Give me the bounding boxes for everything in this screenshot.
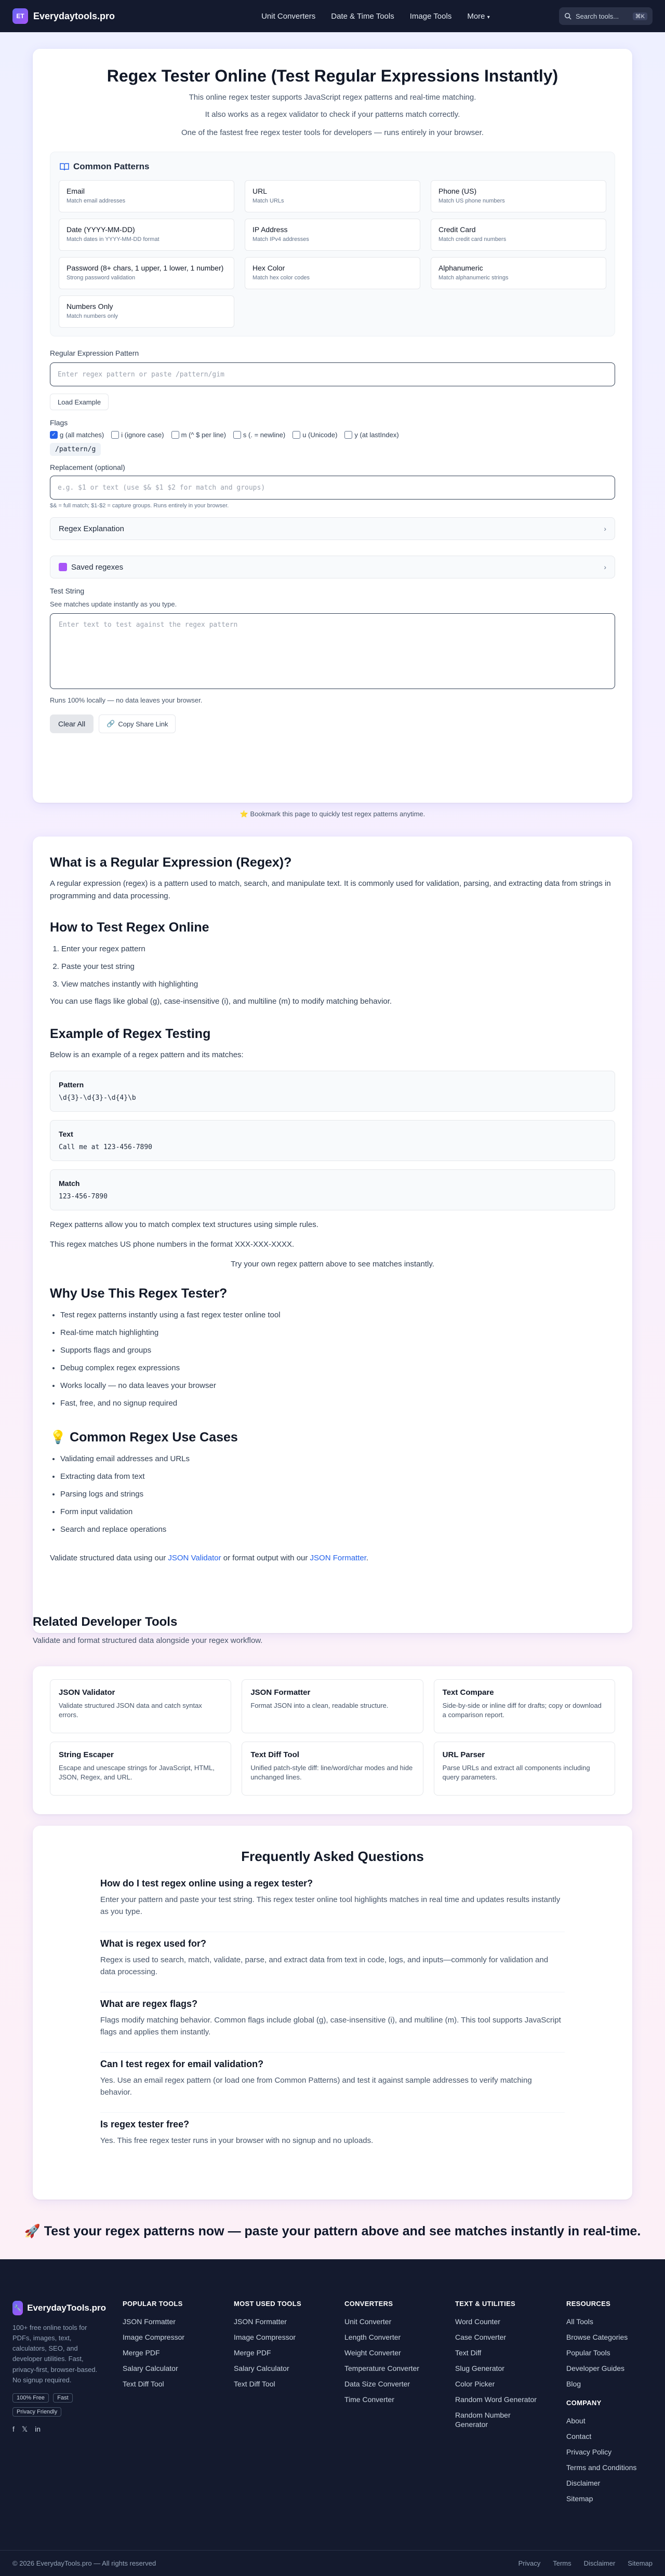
list-item: • Test regex patterns instantly using a fast regex tester online tool <box>60 1306 615 1324</box>
tool-desc: Escape and unescape strings for JavaScript, HTML, JSON, Regex, and URL. <box>59 1764 215 1782</box>
list-item: 1. Enter your regex pattern <box>61 940 615 958</box>
tool-desc: Validate structured JSON data and catch syntax errors. <box>59 1702 202 1719</box>
copy-share-link-label: Copy Share Link <box>118 720 168 728</box>
footer-link[interactable]: JSON Formatter <box>123 2317 176 2326</box>
flags-row <box>50 431 615 439</box>
pattern-credit-card[interactable] <box>431 219 606 251</box>
flag-y[interactable] <box>344 431 398 439</box>
footer-link[interactable]: Privacy Policy <box>566 2448 612 2456</box>
pattern-date[interactable] <box>59 219 234 251</box>
checkbox-icon <box>344 431 352 439</box>
footer-logo-mark: 🔧 <box>12 2301 23 2315</box>
chevron-right-icon: › <box>604 563 606 571</box>
example-match-box <box>50 1169 615 1210</box>
flag-m[interactable] <box>171 431 226 439</box>
steps-list <box>61 940 615 993</box>
list-item: • Real-time match highlighting <box>60 1324 615 1342</box>
validate-text-a: Validate structured data using our <box>50 1554 168 1562</box>
replacement-help: $& = full match; $1-$2 = capture groups. Runs entirely in your browser. <box>50 503 229 509</box>
footer-col-text-utilities <box>455 2300 538 2429</box>
validate-text-c: . <box>366 1554 369 1562</box>
pattern-desc: Match numbers only <box>66 313 118 319</box>
common-patterns-panel <box>50 152 615 336</box>
example-text-value: Call me at 123-456-7890 <box>59 1143 153 1151</box>
example-pattern-box <box>50 1071 615 1112</box>
tool-desc: Parse URLs and extract all components including query parameters. <box>442 1764 590 1782</box>
footer-link[interactable]: Sitemap <box>566 2494 593 2503</box>
site-footer <box>0 2259 665 2576</box>
faq-item <box>100 1938 565 1992</box>
pattern-desc: Match email addresses <box>66 198 126 204</box>
pattern-desc: Match URLs <box>252 198 284 204</box>
twitter-icon[interactable]: 𝕏 <box>21 2424 28 2433</box>
footer-link[interactable]: Temperature Converter <box>344 2364 419 2372</box>
footer-link[interactable]: JSON Formatter <box>234 2317 287 2326</box>
copy-share-link-button[interactable] <box>99 714 176 733</box>
tool-text-diff[interactable] <box>242 1742 423 1796</box>
pattern-email[interactable] <box>59 180 234 212</box>
nav-more[interactable] <box>467 12 489 21</box>
pattern-desc: Match IPv4 addresses <box>252 236 309 242</box>
bookmark-hint: ⭐ Bookmark this page to quickly test regex patterns anytime. <box>240 810 425 818</box>
search-shortcut: ⌘K <box>633 12 647 20</box>
test-string-label: Test String <box>50 587 85 595</box>
faq-answer: Flags modify matching behavior. Common flags include global (g), case-insensitive (i), and multiline (m). This tool supports JavaScript flags and applies them instantly. <box>100 2016 561 2036</box>
footer-link[interactable]: Text Diff Tool <box>123 2380 164 2388</box>
pattern-name: URL <box>252 187 268 195</box>
regex-pattern-input[interactable] <box>50 362 615 386</box>
footer-col-resources <box>566 2300 636 2506</box>
related-tools-card <box>33 1666 632 1814</box>
footer-link[interactable]: Color Picker <box>455 2380 495 2388</box>
list-item: • Parsing logs and strings <box>60 1486 615 1503</box>
example-match-value: 123-456-7890 <box>59 1193 108 1201</box>
pattern-name: Email <box>66 187 85 195</box>
heading-example: Example of Regex Testing <box>50 1027 211 1041</box>
footer-link[interactable]: Developer Guides <box>566 2364 625 2372</box>
flag-label: s (. = newline) <box>243 431 286 439</box>
faq-item <box>100 1999 565 2053</box>
list-item: • Extracting data from text <box>60 1468 615 1486</box>
flag-i[interactable] <box>111 431 164 439</box>
clear-all-button[interactable]: Clear All <box>50 714 94 733</box>
tool-name: Text Diff Tool <box>250 1750 299 1759</box>
footer-link[interactable]: Salary Calculator <box>123 2364 178 2372</box>
nav-date-time-tools[interactable]: Date & Time Tools <box>331 11 394 21</box>
tool-desc: Unified patch-style diff: line/word/char modes and hide unchanged lines. <box>250 1764 413 1782</box>
pattern-name: Credit Card <box>438 225 476 234</box>
heading-what-is-regex: What is a Regular Expression (Regex)? <box>50 855 292 870</box>
footer-bottom-link[interactable]: Privacy <box>518 2559 541 2567</box>
faq-item <box>100 2119 565 2173</box>
paragraph-validate <box>50 1552 615 1565</box>
patterns-grid <box>59 180 606 328</box>
faq-answer: Regex is used to search, match, validate, parse, and extract data from text in code, logs, and inputs—commonly for validation and data processing. <box>100 1955 549 1976</box>
example-pattern-value: \d{3}-\d{3}-\d{4}\b <box>59 1094 136 1102</box>
list-item: • Validating email addresses and URLs <box>60 1450 615 1468</box>
list-item: • Fast, free, and no signup required <box>60 1395 615 1412</box>
footer-col-converters <box>344 2300 419 2407</box>
footer-bottom-links <box>518 2559 653 2567</box>
test-string-textarea[interactable] <box>50 613 615 689</box>
footer-link[interactable]: Length Converter <box>344 2333 401 2341</box>
saved-regexes-toggle[interactable] <box>50 556 615 578</box>
page-subtitle-2: It also works as a regex validator to check if your patterns match correctly. <box>205 110 460 119</box>
list-item: • Supports flags and groups <box>60 1342 615 1359</box>
heading-how-to-test: How to Test Regex Online <box>50 920 209 935</box>
footer-col-title: MOST USED TOOLS <box>234 2300 301 2308</box>
tool-url-parser[interactable] <box>434 1742 615 1796</box>
pattern-name: Password (8+ chars, 1 upper, 1 lower, 1 number) <box>66 264 224 272</box>
pattern-desc: Match US phone numbers <box>438 198 505 204</box>
logo-mark: ET <box>12 8 28 24</box>
footer-link[interactable]: Word Counter <box>455 2317 500 2326</box>
linkedin-icon[interactable]: in <box>35 2424 41 2433</box>
list-item: 2. Paste your test string <box>61 958 615 976</box>
tool-desc: Format JSON into a clean, readable structure. <box>250 1702 389 1709</box>
social-links <box>12 2425 106 2434</box>
common-patterns-header <box>60 161 606 172</box>
list-item: • Search and replace operations <box>60 1521 615 1539</box>
footer-bottom-bar <box>0 2550 665 2576</box>
logo-text: Everydaytools.pro <box>33 10 115 21</box>
chevron-down-icon: ▾ <box>487 14 490 20</box>
footer-link[interactable]: Merge PDF <box>234 2349 271 2357</box>
tool-name: JSON Formatter <box>250 1688 311 1697</box>
pattern-hex-color[interactable] <box>245 257 420 289</box>
tool-json-validator[interactable] <box>50 1679 231 1733</box>
pattern-name: Alphanumeric <box>438 264 483 272</box>
paragraph-what-is-regex: A regular expression (regex) is a pattern used to match, search, and manipulate text. It is commonly used for validation, parsing, and extracting data from strings in programming and data processing. <box>50 879 611 900</box>
saved-regexes-label: Saved regexes <box>71 562 124 572</box>
faq-answer: Yes. This free regex tester runs in your browser with no signup and no uploads. <box>100 2136 374 2145</box>
tool-text-compare[interactable] <box>434 1679 615 1733</box>
facebook-icon[interactable]: f <box>12 2424 15 2433</box>
link-icon: 🔗 <box>107 720 115 727</box>
paragraph-example-1: Regex patterns allow you to match complex text structures using simple rules. <box>50 1220 318 1229</box>
pattern-label: Regular Expression Pattern <box>50 349 139 357</box>
pattern-desc: Match hex color codes <box>252 275 310 281</box>
flags-label: Flags <box>50 419 68 427</box>
footer-brand <box>12 2301 106 2434</box>
local-note: Runs 100% locally — no data leaves your browser. <box>50 696 203 704</box>
footer-col-most-used <box>234 2300 301 2392</box>
test-string-help: See matches update instantly as you type. <box>50 600 177 608</box>
related-tools-subtitle: Validate and format structured data alongside your regex workflow. <box>33 1636 263 1645</box>
faq-item <box>100 2059 565 2113</box>
checkbox-icon <box>171 431 179 439</box>
faq-question: What are regex flags? <box>100 1999 198 2009</box>
json-formatter-link[interactable]: JSON Formatter <box>310 1554 366 1562</box>
tool-json-formatter[interactable] <box>242 1679 423 1733</box>
footer-col-title: CONVERTERS <box>344 2300 393 2308</box>
nav-links <box>261 12 490 21</box>
faq-card <box>33 1826 632 2200</box>
footer-link[interactable]: Browse Categories <box>566 2333 628 2341</box>
footer-brand-desc: 100+ free online tools for PDFs, images, text, calculators, SEO, and developer utilities. Fast, privacy-first, browser-based. No signup required. <box>12 2324 98 2384</box>
footer-link[interactable]: Weight Converter <box>344 2349 401 2357</box>
flag-label: g (all matches) <box>60 431 104 439</box>
faq-answer: Enter your pattern and paste your test string. This regex tester online tool highlights matches in real time and updates results instantly as you type. <box>100 1895 561 1916</box>
footer-col-title: POPULAR TOOLS <box>123 2300 183 2308</box>
pattern-phone[interactable] <box>431 180 606 212</box>
tool-name: String Escaper <box>59 1750 114 1759</box>
use-cases-list <box>60 1450 615 1539</box>
why-list <box>60 1306 615 1412</box>
replacement-input[interactable] <box>50 476 615 500</box>
example-pattern-key: Pattern <box>59 1081 84 1089</box>
content-card <box>33 837 632 1633</box>
cta-banner: 🚀 Test your regex patterns now — paste your pattern above and see matches instantly in real-time. <box>24 2224 641 2238</box>
example-text-key: Text <box>59 1130 73 1138</box>
pattern-alphanumeric[interactable] <box>431 257 606 289</box>
heading-why-use: Why Use This Regex Tester? <box>50 1286 228 1301</box>
footer-brand-name: EverydayTools.pro <box>27 2303 106 2313</box>
pattern-desc: Match dates in YYYY-MM-DD format <box>66 236 159 242</box>
copyright: © 2026 EverydayTools.pro — All rights reserved <box>12 2559 156 2567</box>
heading-use-cases: 💡 Common Regex Use Cases <box>50 1430 238 1445</box>
footer-link[interactable]: About <box>566 2417 586 2425</box>
footer-bottom-link[interactable]: Sitemap <box>628 2559 653 2567</box>
pattern-ip[interactable] <box>245 219 420 251</box>
tool-string-escaper[interactable] <box>50 1742 231 1796</box>
pattern-password[interactable] <box>59 257 234 289</box>
footer-link[interactable]: Text Diff Tool <box>234 2380 275 2388</box>
regex-pattern-placeholder: Enter regex pattern or paste /pattern/gim <box>58 370 224 379</box>
footer-link[interactable]: Disclaimer <box>566 2479 601 2487</box>
footer-bottom-link[interactable]: Disclaimer <box>583 2559 616 2567</box>
paragraph-example-intro: Below is an example of a regex pattern and its matches: <box>50 1050 244 1059</box>
footer-col-title: COMPANY <box>566 2399 602 2407</box>
badge-free: 100% Free <box>12 2393 49 2403</box>
related-tools-title: Related Developer Tools <box>33 1615 178 1629</box>
list-item: • Works locally — no data leaves your browser <box>60 1377 615 1395</box>
footer-link[interactable]: Merge PDF <box>123 2349 160 2357</box>
search-placeholder: Search tools... <box>576 12 619 20</box>
page-subtitle-3: One of the fastest free regex tester tools for developers — runs entirely in your browser. <box>181 128 484 137</box>
common-patterns-title: Common Patterns <box>73 161 150 171</box>
book-icon <box>60 163 69 171</box>
load-example-button[interactable]: Load Example <box>50 394 109 410</box>
footer-link[interactable]: Case Converter <box>455 2333 507 2341</box>
footer-link[interactable]: Salary Calculator <box>234 2364 289 2372</box>
checkbox-icon <box>111 431 119 439</box>
faq-title: Frequently Asked Questions <box>241 1849 424 1864</box>
footer-link[interactable]: Popular Tools <box>566 2349 610 2357</box>
tool-desc: Side-by-side or inline diff for drafts; copy or download a comparison report. <box>442 1702 602 1719</box>
site-logo[interactable] <box>12 8 115 24</box>
footer-link[interactable]: Terms and Conditions <box>566 2463 637 2472</box>
pattern-name: Hex Color <box>252 264 285 272</box>
nav-unit-converters[interactable]: Unit Converters <box>261 11 316 21</box>
flag-s[interactable] <box>233 431 285 439</box>
tool-name: URL Parser <box>442 1750 485 1759</box>
list-item: • Form input validation <box>60 1503 615 1521</box>
faq-question: Can I test regex for email validation? <box>100 2059 264 2069</box>
flag-label: i (ignore case) <box>121 431 164 439</box>
page-subtitle-1: This online regex tester supports JavaScript regex patterns and real-time matching. <box>189 93 476 102</box>
search-icon <box>564 12 571 20</box>
page-title: Regex Tester Online (Test Regular Expressions Instantly) <box>107 66 558 85</box>
flag-g[interactable] <box>50 431 104 439</box>
badge-privacy: Privacy Friendly <box>12 2407 61 2417</box>
related-tools-grid <box>50 1679 615 1796</box>
footer-link[interactable]: Data Size Converter <box>344 2380 410 2388</box>
test-string-placeholder: Enter text to test against the regex pattern <box>59 621 238 629</box>
pattern-name: Phone (US) <box>438 187 477 195</box>
footer-badges <box>12 2393 106 2421</box>
paragraph-example-3: Try your own regex pattern above to see matches instantly. <box>231 1260 434 1269</box>
faq-question: What is regex used for? <box>100 1938 207 1949</box>
example-match-key: Match <box>59 1179 80 1188</box>
footer-col-title: RESOURCES <box>566 2300 611 2308</box>
nav-more-label: More <box>467 11 485 21</box>
regex-explanation-label: Regex Explanation <box>59 524 124 533</box>
tool-name: JSON Validator <box>59 1688 115 1697</box>
faq-question: How do I test regex online using a regex tester? <box>100 1878 313 1889</box>
flag-label: y (at lastIndex) <box>354 431 399 439</box>
pattern-name: IP Address <box>252 225 288 234</box>
faq-item <box>100 1878 565 1932</box>
footer-link[interactable]: Random Word Generator <box>455 2395 537 2404</box>
footer-link[interactable]: Unit Converter <box>344 2317 392 2326</box>
footer-link[interactable]: Random Number Generator <box>455 2411 511 2429</box>
flag-u[interactable] <box>292 431 337 439</box>
paragraph-flags: You can use flags like global (g), case-insensitive (i), and multiline (m) to modify matching behavior. <box>50 997 392 1006</box>
pattern-name: Date (YYYY-MM-DD) <box>66 225 135 234</box>
top-nav <box>0 0 665 32</box>
replacement-label: Replacement (optional) <box>50 463 125 471</box>
tool-name: Text Compare <box>442 1688 494 1697</box>
faq-answer: Yes. Use an email regex pattern (or load one from Common Patterns) and test it against sample addresses to verify matching behavior. <box>100 2076 532 2097</box>
footer-link[interactable]: Image Compressor <box>234 2333 296 2341</box>
pattern-preview: /pattern/g <box>50 443 101 456</box>
bookmark-icon <box>59 563 67 571</box>
pattern-desc: Strong password validation <box>66 275 136 281</box>
list-item: • Debug complex regex expressions <box>60 1359 615 1377</box>
chevron-right-icon: › <box>604 524 606 533</box>
paragraph-example-2: This regex matches US phone numbers in the format XXX-XXX-XXXX. <box>50 1240 295 1249</box>
footer-bottom-link[interactable]: Terms <box>553 2559 571 2567</box>
checkbox-icon <box>292 431 300 439</box>
footer-link[interactable]: Text Diff <box>455 2349 482 2357</box>
pattern-desc: Match alphanumeric strings <box>438 275 509 281</box>
checkbox-checked-icon: ✓ <box>50 431 58 439</box>
regex-tool-card <box>33 49 632 803</box>
search-input[interactable] <box>559 7 653 25</box>
replacement-placeholder: e.g. $1 or text (use $& $1 $2 for match and groups) <box>58 483 265 492</box>
checkbox-icon <box>233 431 241 439</box>
flag-label: u (Unicode) <box>302 431 338 439</box>
example-text-box <box>50 1120 615 1161</box>
footer-col-popular <box>123 2300 184 2392</box>
footer-link[interactable]: Blog <box>566 2380 581 2388</box>
pattern-desc: Match credit card numbers <box>438 236 507 242</box>
footer-link[interactable]: All Tools <box>566 2317 593 2326</box>
nav-image-tools[interactable]: Image Tools <box>409 11 452 21</box>
regex-explanation-toggle[interactable] <box>50 517 615 540</box>
badge-fast: Fast <box>53 2393 72 2403</box>
footer-col-title: TEXT & UTILITIES <box>455 2300 516 2308</box>
pattern-numbers-only[interactable] <box>59 295 234 328</box>
pattern-name: Numbers Only <box>66 302 113 311</box>
flag-label: m (^ $ per line) <box>181 431 226 439</box>
footer-link[interactable]: Slug Generator <box>455 2364 504 2372</box>
footer-link[interactable]: Contact <box>566 2432 592 2440</box>
json-validator-link[interactable]: JSON Validator <box>168 1554 221 1562</box>
footer-link[interactable]: Image Compressor <box>123 2333 185 2341</box>
pattern-url[interactable] <box>245 180 420 212</box>
faq-question: Is regex tester free? <box>100 2119 190 2129</box>
footer-link[interactable]: Time Converter <box>344 2395 394 2404</box>
validate-text-b: or format output with our <box>221 1554 310 1562</box>
list-item: 3. View matches instantly with highlighting <box>61 976 615 993</box>
